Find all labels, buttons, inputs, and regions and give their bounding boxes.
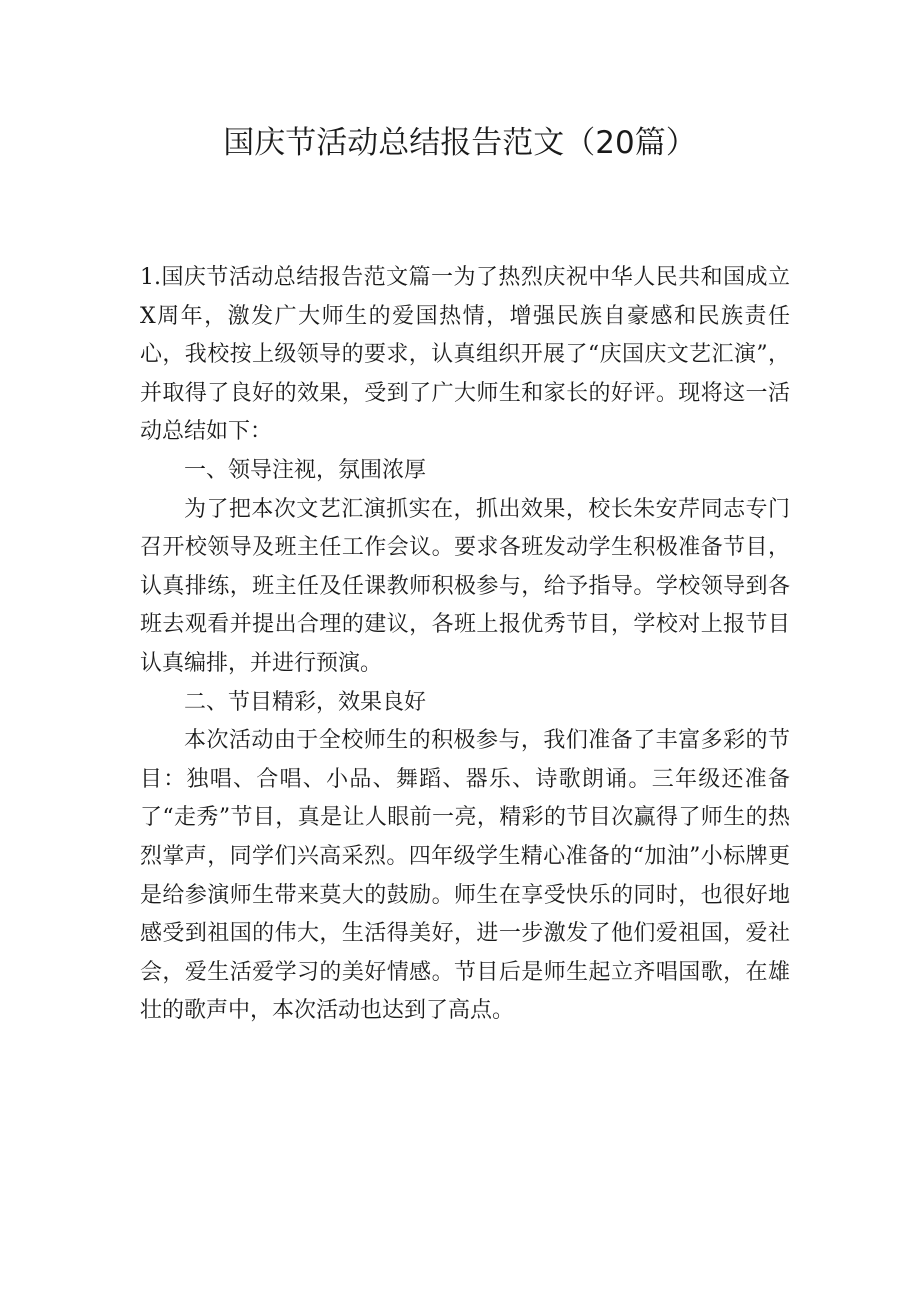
document-body	[140, 259, 790, 1031]
paragraph-programs: 本次活动由于全校师生的积极参与，我们准备了丰富多彩的节目：独唱、合唱、小品、舞蹈、器乐、诗歌朗诵。三年级还准备了“走秀”节目，真是让人眼前一亮，精彩的节目次赢得了师生的热烈掌声，同学们兴高采烈。四年级学生精心准备的“加油”小标牌更是给参演师生带来莫大的鼓励。师生在享受快乐的同时，也很好地感受到祖国的伟大，生活得美好，进一步激发了他们爱祖国，爱社会，爱生活爱学习的美好情感。节目后是师生起立齐唱国歌，在雄壮的歌声中，本次活动也达到了高点。	[140, 728, 790, 1024]
paragraph-leadership: 为了把本次文艺汇演抓实在，抓出效果，校长朱安芹同志专门召开校领导及班主任工作会议。要求各班发动学生积极准备节目，认真排练，班主任及任课教师积极参与，给予指导。学校领导到各班去观看并提出合理的建议，各班上报优秀节目，学校对上报节目认真编排，并进行预演。	[140, 496, 790, 676]
document-title: 国庆节活动总结报告范文（20篇）	[223, 125, 697, 161]
section-heading-leadership: 一、领导注视，氛围浓厚	[184, 457, 427, 483]
section-heading-programs: 二、节目精彩，效果良好	[184, 689, 427, 715]
paragraph-intro: 1.国庆节活动总结报告范文篇一为了热烈庆祝中华人民共和国成立X周年，激发广大师生的爱国热情，增强民族自豪感和民族责任心，我校按上级领导的要求，认真组织开展了“庆国庆文艺汇演”，并取得了良好的效果，受到了广大师生和家长的好评。现将这一活动总结如下：	[140, 265, 790, 445]
